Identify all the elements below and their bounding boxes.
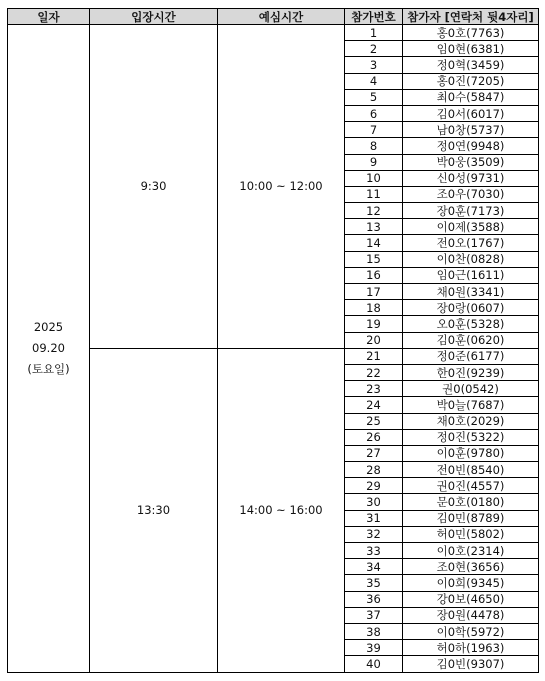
participant-number: 16: [345, 267, 403, 283]
participant-name: 이0찬(0828): [403, 251, 539, 267]
exam-time-cell: 10:00 ~ 12:00: [218, 25, 345, 349]
participant-number: 26: [345, 429, 403, 445]
header-date: 일자: [8, 9, 90, 25]
table-body: [8, 25, 539, 673]
participant-name: 채0호(2029): [403, 413, 539, 429]
participant-name: 김0빈(9307): [403, 656, 539, 672]
participant-number: 14: [345, 235, 403, 251]
participant-name: 박0늘(7687): [403, 397, 539, 413]
participant-name: 장0원(4478): [403, 607, 539, 623]
participant-number: 35: [345, 575, 403, 591]
participant-number: 34: [345, 559, 403, 575]
participant-name: 이0훈(9780): [403, 445, 539, 461]
participant-number: 33: [345, 543, 403, 559]
header-entry-time: 입장시간: [90, 9, 218, 25]
participant-name: 신0성(9731): [403, 170, 539, 186]
participant-name: 정0준(6177): [403, 348, 539, 364]
participant-name: 남0창(5737): [403, 122, 539, 138]
participant-name: 채0원(3341): [403, 284, 539, 300]
participant-number: 11: [345, 186, 403, 202]
schedule-table: [7, 8, 539, 673]
participant-number: 27: [345, 445, 403, 461]
participant-number: 22: [345, 364, 403, 380]
date-day: 09.20: [32, 340, 65, 355]
participant-name: 강0보(4650): [403, 591, 539, 607]
participant-number: 12: [345, 203, 403, 219]
participant-number: 15: [345, 251, 403, 267]
participant-number: 5: [345, 89, 403, 105]
participant-number: 10: [345, 170, 403, 186]
participant-name: 홍0진(7205): [403, 73, 539, 89]
header-participant-number: 참가번호: [345, 9, 403, 25]
table-row: [8, 25, 539, 41]
participant-name: 오0훈(5328): [403, 316, 539, 332]
participant-name: 조0우(7030): [403, 186, 539, 202]
participant-name: 이0호(2314): [403, 543, 539, 559]
participant-number: 31: [345, 510, 403, 526]
header-participant: 참가자 [연락처 뒷4자리]: [403, 9, 539, 25]
date-cell: [8, 25, 90, 673]
participant-number: 7: [345, 122, 403, 138]
participant-name: 허0민(5802): [403, 526, 539, 542]
participant-number: 40: [345, 656, 403, 672]
participant-number: 19: [345, 316, 403, 332]
table-header: [8, 9, 539, 25]
participant-name: 정0연(9948): [403, 138, 539, 154]
participant-name: 김0훈(0620): [403, 332, 539, 348]
entry-time-cell: 9:30: [90, 25, 218, 349]
participant-number: 2: [345, 41, 403, 57]
participant-number: 28: [345, 462, 403, 478]
participant-name: 홍0호(7763): [403, 25, 539, 41]
participant-name: 한0진(9239): [403, 364, 539, 380]
participant-number: 4: [345, 73, 403, 89]
participant-name: 권0(0542): [403, 381, 539, 397]
participant-number: 24: [345, 397, 403, 413]
participant-name: 최0수(5847): [403, 89, 539, 105]
participant-number: 20: [345, 332, 403, 348]
participant-number: 6: [345, 105, 403, 121]
participant-name: 이0학(5972): [403, 623, 539, 639]
participant-name: 박0웅(3509): [403, 154, 539, 170]
header-exam-time: 예심시간: [218, 9, 345, 25]
participant-number: 21: [345, 348, 403, 364]
participant-number: 32: [345, 526, 403, 542]
participant-number: 18: [345, 300, 403, 316]
participant-name: 임0현(6381): [403, 41, 539, 57]
participant-number: 38: [345, 623, 403, 639]
header-row: [8, 9, 539, 25]
participant-number: 29: [345, 478, 403, 494]
participant-number: 8: [345, 138, 403, 154]
participant-name: 권0진(4557): [403, 478, 539, 494]
participant-number: 39: [345, 640, 403, 656]
participant-name: 문0호(0180): [403, 494, 539, 510]
participant-number: 25: [345, 413, 403, 429]
exam-time-cell: 14:00 ~ 16:00: [218, 348, 345, 672]
participant-name: 김0민(8789): [403, 510, 539, 526]
participant-number: 1: [345, 25, 403, 41]
participant-number: 36: [345, 591, 403, 607]
participant-name: 전0빈(8540): [403, 462, 539, 478]
participant-name: 전0오(1767): [403, 235, 539, 251]
participant-number: 37: [345, 607, 403, 623]
participant-number: 23: [345, 381, 403, 397]
participant-name: 이0희(9345): [403, 575, 539, 591]
participant-name: 이0제(3588): [403, 219, 539, 235]
participant-name: 장0훈(7173): [403, 203, 539, 219]
participant-name: 임0근(1611): [403, 267, 539, 283]
participant-name: 김0서(6017): [403, 105, 539, 121]
participant-number: 9: [345, 154, 403, 170]
participant-name: 정0진(5322): [403, 429, 539, 445]
date-year: 2025: [33, 319, 64, 334]
participant-name: 조0현(3656): [403, 559, 539, 575]
participant-name: 정0혁(3459): [403, 57, 539, 73]
entry-time-cell: 13:30: [90, 348, 218, 672]
participant-number: 3: [345, 57, 403, 73]
participant-number: 13: [345, 219, 403, 235]
participant-name: 허0하(1963): [403, 640, 539, 656]
participant-number: 17: [345, 284, 403, 300]
participant-name: 장0랑(0607): [403, 300, 539, 316]
date-weekday: (토요일): [27, 361, 70, 376]
participant-number: 30: [345, 494, 403, 510]
